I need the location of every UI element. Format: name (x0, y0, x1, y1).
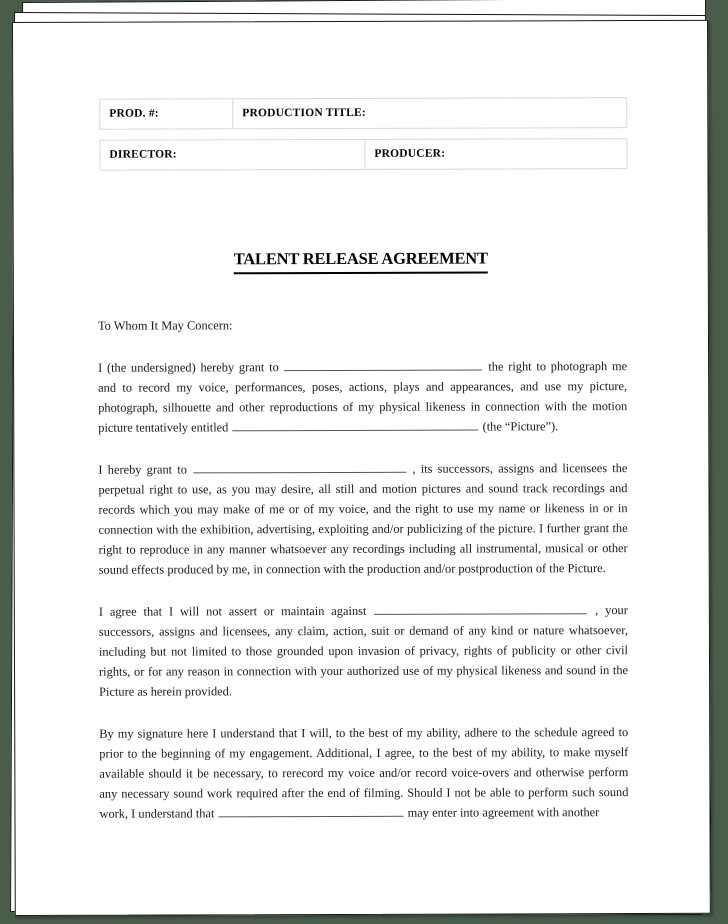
table-row (99, 138, 627, 171)
page-title (14, 248, 708, 275)
paragraph-no-claims (99, 600, 628, 702)
paragraph-text: I agree that I will not assert or maintain against (98, 603, 367, 619)
fill-in-blank-grantee[interactable] (285, 358, 483, 372)
fill-in-blank-released-party[interactable] (374, 601, 587, 615)
paragraph-text: may enter into agreement with another (407, 805, 600, 820)
salutation: To Whom It May Concern: (97, 318, 233, 333)
label-production-title: PRODUCTION TITLE: (232, 98, 626, 128)
paragraph-text: , its successors, assigns and licensees the perpetual right to use, as you may desire, all still and motion pictures and sound track recordings and records which you may make of me or of my voice, and the right to use my name or likeness in or in connection with the exhibition, advertising, exploiting and/or publicizing of the picture. I further grant the right to reproduce in any manner whatsoever any recordings including all instrumental, musical or other sound effects produced by me, in connection with the production and/or postproduction of the Picture. (98, 461, 628, 577)
paragraph-perpetual-rights (98, 458, 627, 580)
label-director: DIRECTOR: (109, 148, 177, 161)
production-info-table (99, 97, 627, 171)
document-page (12, 20, 711, 916)
label-producer: PRODUCER: (364, 139, 626, 169)
paragraph-text: I (the undersigned) hereby grant to (98, 360, 279, 375)
paragraph-text: By my signature here I understand that I will, to the best of my ability, adhere to the schedule agreed to prior to the beginning of my engagement. Additional, I agree, to the best of my ability, to make myself available should it be necessary, to rerecord my voice and/or record voice-overs and otherwise perform any necessary sound work required after the end of filming. Should I not be able to perform such sound work, I understand that (99, 725, 629, 821)
label-prod-number: PROD. #: (109, 107, 159, 120)
page-title-text: TALENT RELEASE AGREEMENT (234, 249, 488, 275)
paragraph-text: I hereby grant to (98, 462, 187, 477)
paragraph-text: , your successors, assigns and licensees, any claim, action, suit or demand of any kind or nature whatsoever, including but not limited to those grounded upon invasion of privacy, rights of publicity or other civil rights, or for any reason in connection with your authorized use of my physical likeness and sound in the Picture as herein provided. (98, 603, 629, 699)
fill-in-blank-producer-name[interactable] (219, 804, 404, 818)
document-body (98, 317, 629, 846)
paragraph-text: (the “Picture”). (482, 419, 559, 434)
fill-in-blank-picture-title[interactable] (232, 418, 478, 432)
fill-in-blank-company-name[interactable] (193, 460, 406, 474)
table-row (99, 97, 627, 130)
paragraph-schedule-and-sound-work (99, 722, 628, 824)
paragraph-text: the right to photograph me and to record my voice, performances, poses, actions, plays and appearances, and use my picture, photograph, silhouette and other reproductions of my physical likeness in connection with the motion picture tentatively entitled (98, 359, 628, 435)
paragraph-grant-photograph (98, 356, 627, 438)
